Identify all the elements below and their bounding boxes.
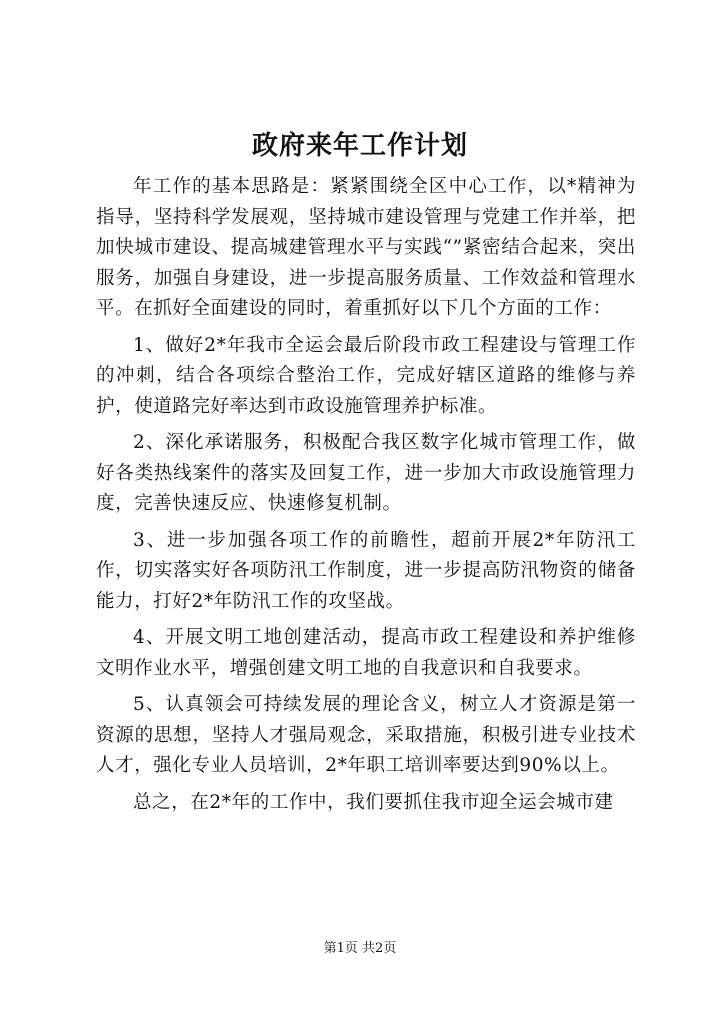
- paragraph-intro: 年工作的基本思路是：紧紧围绕全区中心工作，以*精神为指导，坚持科学发展观，坚持城市建设管理与党建工作并举，把加快城市建设、提高城建管理水平与实践“”紧密结合起来，突出服务，加强自身建设，进一步提高服务质量、工作效益和管理水平。在抓好全面建设的同时，着重抓好以下几个方面的工作：: [96, 176, 636, 319]
- paragraph-item-3: 3、进一步加强各项工作的前瞻性，超前开展2*年防汛工作，切实落实好各项防汛工作制度，进一步提高防汛物资的储备能力，打好2*年防汛工作的攻坚战。: [96, 529, 636, 612]
- paragraph-item-4: 4、开展文明工地创建活动，提高市政工程建设和养护维修文明作业水平，增强创建文明工地的自我意识和自我要求。: [96, 627, 636, 679]
- page-footer: 第1页 共2页: [323, 941, 397, 956]
- paragraph-item-1: 1、做好2*年我市全运会最后阶段市政工程建设与管理工作的冲刺，结合各项综合整治工作，完成好辖区道路的维修与养护，使道路完好率达到市政设施管理养护标准。: [96, 334, 636, 417]
- paragraph-conclusion: 总之，在2*年的工作中，我们要抓住我市迎全运会城市建: [133, 791, 614, 813]
- paragraph-item-2: 2、深化承诺服务，积极配合我区数字化城市管理工作，做好各类热线案件的落实及回复工作，进一步加大市政设施管理力度，完善快速反应、快速修复机制。: [96, 432, 636, 514]
- paragraph-item-5: 5、认真领会可持续发展的理论含义，树立人才资源是第一资源的思想，坚持人才强局观念，采取措施，积极引进专业技术人才，强化专业人员培训，2*年职工培训率要达到90%以上。: [96, 694, 636, 776]
- page-title: 政府来年工作计划: [251, 131, 468, 161]
- document-body: [96, 172, 636, 824]
